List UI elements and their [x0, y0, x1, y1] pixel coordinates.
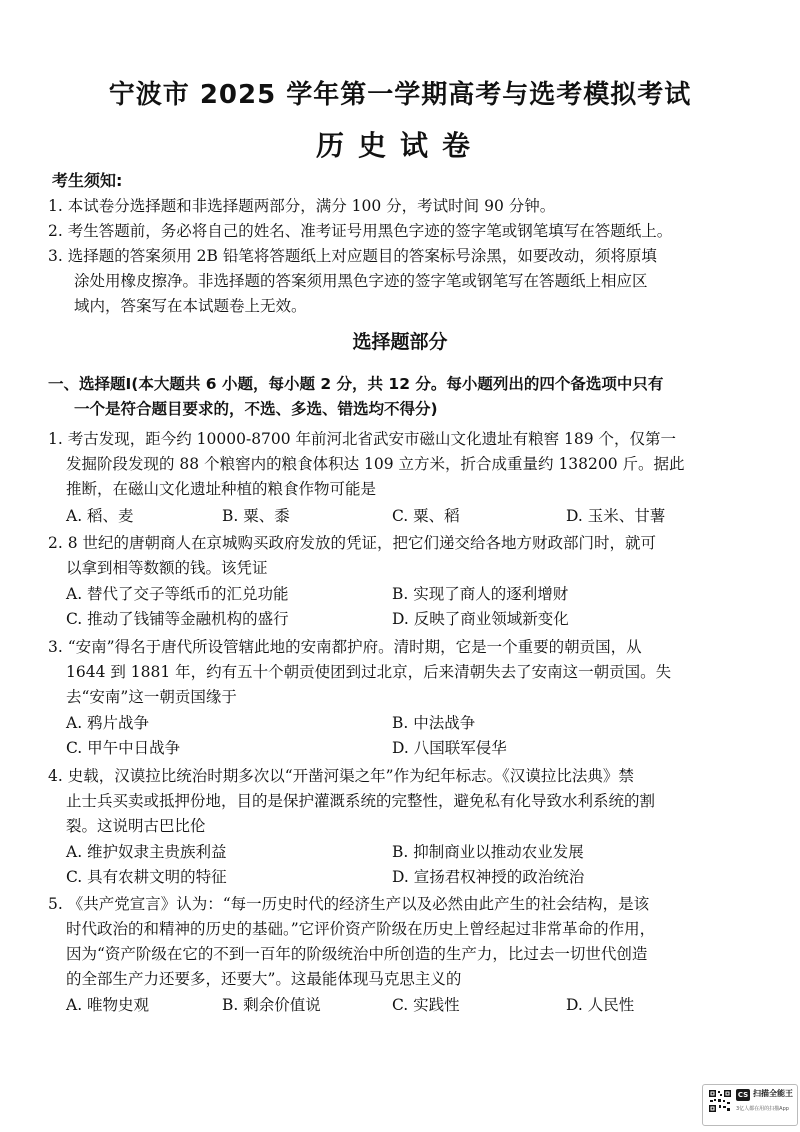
question-stem: 以拿到相等数额的钱。该凭证: [66, 559, 268, 577]
notice-item: 3. 选择题的答案须用 2B 铅笔将答题纸上对应题目的答案标号涂黑，如要改动，须将原填: [48, 247, 657, 265]
option-b: B. 剩余价值说: [222, 996, 321, 1014]
question-stem: 2. 8 世纪的唐朝商人在京城购买政府发放的凭证，把它们递交给各地方财政部门时，就可: [48, 534, 657, 552]
option-a: A. 维护奴隶主贵族利益: [66, 843, 227, 861]
scanner-app-name: 扫描全能王: [753, 1089, 793, 1098]
notice-item: 1. 本试卷分选择题和非选择题两部分，满分 100 分，考试时间 90 分钟。: [48, 197, 556, 215]
notice-heading: 考生须知:: [52, 171, 123, 190]
option-c: C. 甲午中日战争: [66, 739, 181, 757]
question-stem: 裂。这说明古巴比伦: [66, 817, 206, 835]
instruction-label: 一、选择题Ⅰ: [48, 375, 132, 393]
option-d: D. 宣扬君权神授的政治统治: [392, 868, 585, 886]
question-stem: 3. “安南”得名于唐代所设管辖此地的安南都护府。清时期，它是一个重要的朝贡国，从: [48, 638, 642, 656]
option-d: D. 人民性: [566, 996, 635, 1014]
question-stem: 5. 《共产党宣言》认为：“每一历史时代的经济生产以及必然由此产生的社会结构，是该: [48, 895, 650, 913]
option-a: A. 鸦片战争: [66, 714, 150, 732]
question-stem: 的全部生产力还要多，还要大”。这最能体现马克思主义的: [66, 970, 462, 988]
option-b: B. 中法战争: [392, 714, 476, 732]
scanner-tagline: 3亿人都在用的扫描App: [736, 1106, 789, 1112]
section-instruction-line2: 一个是符合题目要求的，不选、多选、错选均不得分): [74, 400, 438, 418]
option-c: C. 具有农耕文明的特征: [66, 868, 227, 886]
section-title: 选择题部分: [352, 331, 448, 353]
option-c: C. 实践性: [392, 996, 460, 1014]
option-b: B. 抑制商业以推动农业发展: [392, 843, 584, 861]
option-d: D. 玉米、甘薯: [566, 507, 666, 525]
option-a: A. 唯物史观: [66, 996, 150, 1014]
question-stem: 因为“资产阶级在它的不到一百年的阶级统治中所创造的生产力，比过去一切世代创造: [66, 945, 648, 963]
qr-code-icon: [708, 1089, 732, 1113]
instruction-text: (本大题共 6 小题，每小题 2 分，共 12 分。每小题列出的四个备选项中只有: [131, 375, 664, 393]
option-c: C. 推动了钱铺等金融机构的盛行: [66, 610, 289, 628]
exam-subtitle: 历史试卷: [315, 129, 484, 162]
question-stem: 1. 考古发现，距今约 10000-8700 年前河北省武安市磁山文化遗址有粮窖 189 个，仅第一: [48, 430, 677, 448]
question-stem: 时代政治的和精神的历史的基础。”它评价资产阶级在历史上曾经起过非常革命的作用，: [66, 920, 656, 938]
question-stem: 去“安南”这一朝贡国缘于: [66, 688, 237, 706]
option-a: A. 稻、麦: [66, 507, 134, 525]
option-b: B. 粟、黍: [222, 507, 290, 525]
notice-item: 域内，答案写在本试题卷上无效。: [74, 297, 307, 315]
question-stem: 止士兵买卖或抵押份地，目的是保护灌溉系统的完整性，避免私有化导致水利系统的割: [66, 792, 656, 810]
option-d: D. 反映了商业领域新变化: [392, 610, 569, 628]
option-c: C. 粟、稻: [392, 507, 460, 525]
question-stem: 推断，在磁山文化遗址种植的粮食作物可能是: [66, 480, 377, 498]
section-instruction: [48, 373, 663, 395]
scanner-badge: [702, 1084, 798, 1126]
option-b: B. 实现了商人的逐利增财: [392, 585, 569, 603]
exam-title: 宁波市 2025 学年第一学期高考与选考模拟考试: [108, 80, 692, 110]
notice-item: 2. 考生答题前，务必将自己的姓名、准考证号用黑色字迹的签字笔或钢笔填写在答题纸上。: [48, 222, 673, 240]
notice-item: 涂处用橡皮擦净。非选择题的答案须用黑色字迹的签字笔或钢笔写在答题纸上相应区: [74, 272, 648, 290]
question-stem: 发掘阶段发现的 88 个粮窖内的粮食体积达 109 立方米，折合成重量约 138200 斤。据此: [66, 455, 685, 473]
question-stem: 1644 到 1881 年，约有五十个朝贡使团到过北京，后来清朝失去了安南这一朝贡国。失: [66, 663, 672, 681]
question-stem: 4. 史载，汉谟拉比统治时期多次以“开凿河渠之年”作为纪年标志。《汉谟拉比法典》禁: [48, 767, 634, 785]
option-a: A. 替代了交子等纸币的汇兑功能: [66, 585, 289, 603]
camscanner-logo: CS: [737, 1091, 749, 1099]
option-d: D. 八国联军侵华: [392, 739, 507, 757]
